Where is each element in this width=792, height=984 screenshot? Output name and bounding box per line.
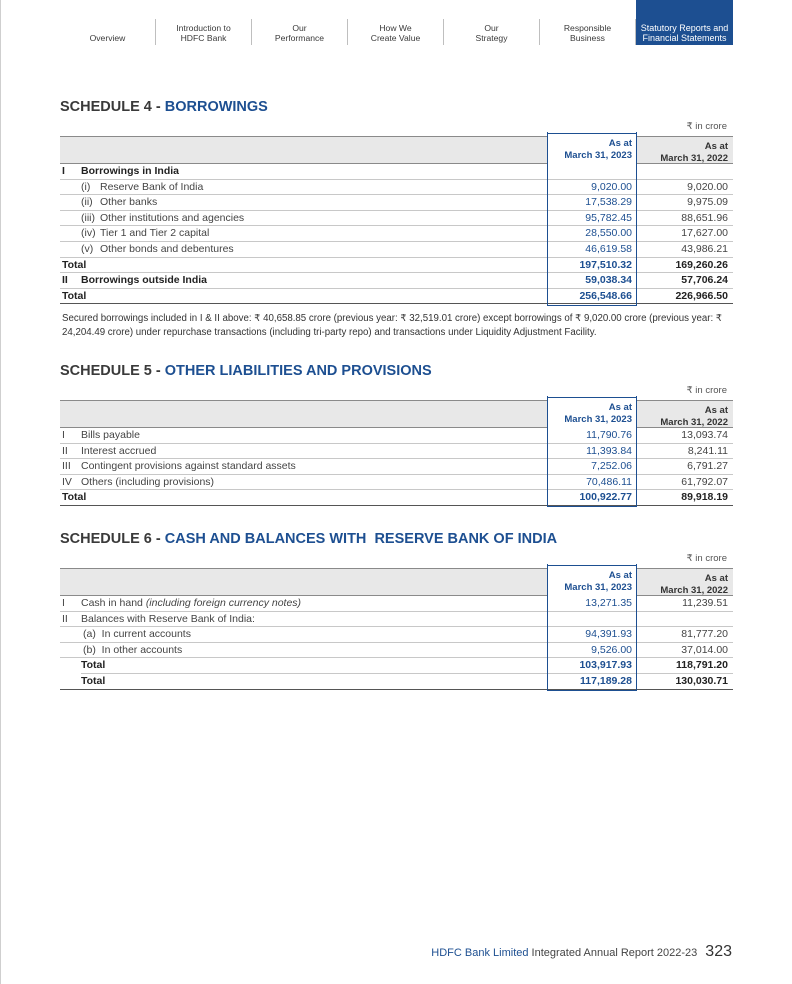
row-roman: II (62, 612, 68, 625)
value-2022: 57,706.24 (681, 274, 728, 287)
value-2022: 9,975.09 (687, 196, 728, 209)
table-row (60, 242, 733, 258)
row-sub-index: (iv) (81, 227, 96, 240)
row-roman: I (62, 597, 65, 609)
row-roman: II (62, 444, 68, 457)
table-row (60, 195, 733, 211)
col-header-2022: As at March 31, 2022 (660, 141, 728, 164)
row-sub-index: (i) (81, 180, 91, 193)
nav-tab-label: Statutory Reports and Financial Statements (640, 23, 729, 43)
table-row (60, 226, 733, 242)
row-label: Others (including provisions) (81, 475, 215, 488)
nav-tab-overview[interactable] (60, 19, 156, 45)
nav-tab-create-value[interactable] (348, 19, 444, 45)
value-2023: 103,917.93 (579, 659, 632, 672)
row-label: (b) In other accounts (83, 643, 183, 656)
section-nav (60, 19, 733, 45)
value-2023: 13,271.35 (585, 597, 632, 609)
value-2022: 130,030.71 (675, 674, 728, 687)
nav-tab-strategy[interactable] (444, 19, 540, 45)
table-row-total (60, 258, 733, 274)
value-2022: 11,239.51 (682, 597, 728, 609)
row-label: Balances with Reserve Bank of India: (81, 612, 255, 625)
footer-report-title: Integrated Annual Report 2022-23 (528, 947, 698, 959)
schedule-6-table (60, 568, 733, 690)
borrowings-footnote: Secured borrowings included in I & II above: ₹ 40,658.85 crore (previous year: ₹ 32,519.01 crore) except borrowings of ₹ 9,020.00 crore (previous year: ₹ 24,204.49 crore) under repurchase transactions (including tri-party repo) and transactions under Liquidity Adjustment Facility. (62, 313, 723, 338)
row-label: Total (62, 491, 87, 504)
table-row (60, 475, 733, 491)
unit-label: ₹ in crore (686, 121, 727, 132)
value-2022: 81,777.20 (681, 628, 728, 641)
table-row (60, 273, 733, 289)
value-2023: 9,020.00 (591, 180, 632, 193)
table-header (60, 400, 733, 428)
schedule-name: BORROWINGS (164, 99, 268, 115)
row-label (81, 596, 301, 611)
col-header-2022: As at March 31, 2022 (660, 405, 728, 428)
nav-tab-performance[interactable] (252, 19, 348, 45)
row-label: Total (81, 674, 106, 687)
schedule-name: OTHER LIABILITIES AND PROVISIONS (164, 363, 432, 379)
table-row-subtotal (81, 658, 733, 674)
schedule-6-title (60, 531, 557, 547)
row-label-text: Cash in hand (81, 597, 143, 609)
value-2023: 46,619.58 (585, 242, 632, 255)
nav-tab-label: How We Create Value (370, 23, 421, 43)
value-2023: 59,038.34 (585, 274, 632, 287)
unit-label: ₹ in crore (686, 553, 727, 564)
schedule-prefix: SCHEDULE 6 - (60, 531, 165, 547)
nav-tab-responsible-business[interactable] (540, 19, 636, 45)
col-header-2023: As at March 31, 2023 (547, 397, 637, 429)
value-2023: 117,189.28 (580, 674, 632, 687)
value-2023: 7,252.06 (591, 460, 632, 473)
row-roman: IV (62, 475, 72, 488)
nav-tab-introduction[interactable] (156, 19, 252, 45)
value-2022: 226,966.50 (675, 289, 728, 302)
table-row-total (60, 490, 733, 506)
row-sub-index: (v) (81, 242, 94, 255)
row-sub-index: (ii) (81, 196, 93, 209)
value-2023: 11,790.76 (586, 429, 632, 441)
value-2023: 17,538.29 (585, 196, 632, 209)
value-2023: 197,510.32 (579, 258, 632, 271)
table-header (60, 136, 733, 164)
value-2022: 43,986.21 (681, 242, 728, 255)
row-roman: III (62, 460, 71, 473)
schedule-4-title (60, 99, 268, 115)
row-roman: I (62, 165, 65, 177)
row-label: Total (81, 659, 106, 672)
row-label: Other banks (100, 196, 158, 209)
value-2022: 6,791.27 (687, 460, 728, 473)
table-row (60, 428, 733, 444)
row-label: (a) In current accounts (83, 628, 191, 641)
page-edge (0, 0, 1, 984)
page-footer (431, 943, 732, 961)
col-header-2023: As at March 31, 2023 (547, 565, 637, 597)
table-row (60, 180, 733, 196)
row-label-italic: (including foreign currency notes) (145, 597, 302, 609)
page-number: 323 (705, 943, 732, 960)
nav-tab-label: Introduction to HDFC Bank (176, 23, 231, 43)
table-row (60, 643, 733, 659)
value-2022: 118,791.20 (676, 659, 728, 672)
value-2023: 70,486.11 (586, 475, 632, 488)
schedule-4-table (60, 136, 733, 304)
schedule-5-table (60, 400, 733, 506)
row-label: Bills payable (81, 429, 140, 441)
row-label: Tier 1 and Tier 2 capital (100, 227, 210, 240)
schedule-prefix: SCHEDULE 4 - (60, 99, 165, 115)
schedule-name: CASH AND BALANCES WITH RESERVE BANK OF INDIA (164, 531, 558, 547)
row-label: Total (62, 258, 87, 271)
value-2023: 94,391.93 (585, 628, 632, 641)
table-row-total (60, 674, 733, 690)
nav-tab-label: Our Strategy (475, 23, 508, 43)
value-2022: 9,020.00 (687, 180, 728, 193)
value-2022: 13,093.74 (681, 429, 728, 441)
row-label: Other institutions and agencies (100, 211, 245, 224)
value-2023: 95,782.45 (585, 211, 632, 224)
row-sub-index: (iii) (81, 211, 95, 224)
schedule-prefix: SCHEDULE 5 - (60, 363, 165, 379)
nav-tab-label: Responsible Business (563, 23, 612, 43)
nav-tab-label: Overview (89, 33, 126, 43)
row-roman: II (62, 274, 68, 287)
row-label: Total (62, 289, 87, 302)
value-2022: 8,241.11 (687, 444, 728, 457)
col-header-2022: As at March 31, 2022 (660, 573, 728, 596)
col-header-2023: As at March 31, 2023 (547, 133, 637, 165)
table-header (60, 568, 733, 596)
value-2022: 61,792.07 (681, 475, 728, 488)
table-row (60, 612, 733, 628)
value-2023: 256,548.66 (579, 289, 632, 302)
value-2022: 88,651.96 (681, 211, 728, 224)
table-row (60, 164, 733, 180)
table-row (60, 444, 733, 460)
row-label: Reserve Bank of India (100, 180, 204, 193)
nav-tab-statutory-reports[interactable] (636, 0, 733, 45)
row-roman: I (62, 429, 65, 441)
table-row (60, 211, 733, 227)
value-2023: 11,393.84 (586, 444, 632, 457)
value-2023: 100,922.77 (579, 491, 632, 504)
row-label: Contingent provisions against standard assets (81, 460, 296, 473)
unit-label: ₹ in crore (686, 385, 727, 396)
value-2022: 89,918.19 (681, 491, 728, 504)
value-2022: 17,627.00 (681, 227, 728, 240)
value-2022: 37,014.00 (681, 643, 728, 656)
row-label: Other bonds and debentures (100, 242, 234, 255)
nav-tab-label: Our Performance (274, 23, 325, 43)
table-row (60, 627, 733, 643)
schedule-5-title (60, 363, 432, 379)
footer-brand: HDFC Bank Limited (431, 947, 529, 959)
table-row-total (60, 289, 733, 305)
row-label: Interest accrued (81, 444, 157, 457)
value-2023: 9,526.00 (591, 643, 632, 656)
value-2022: 169,260.26 (675, 258, 728, 271)
value-2023: 28,550.00 (585, 227, 632, 240)
table-row (60, 459, 733, 475)
row-label: Borrowings in India (81, 165, 180, 177)
table-row (60, 596, 733, 612)
row-label: Borrowings outside India (81, 274, 208, 287)
